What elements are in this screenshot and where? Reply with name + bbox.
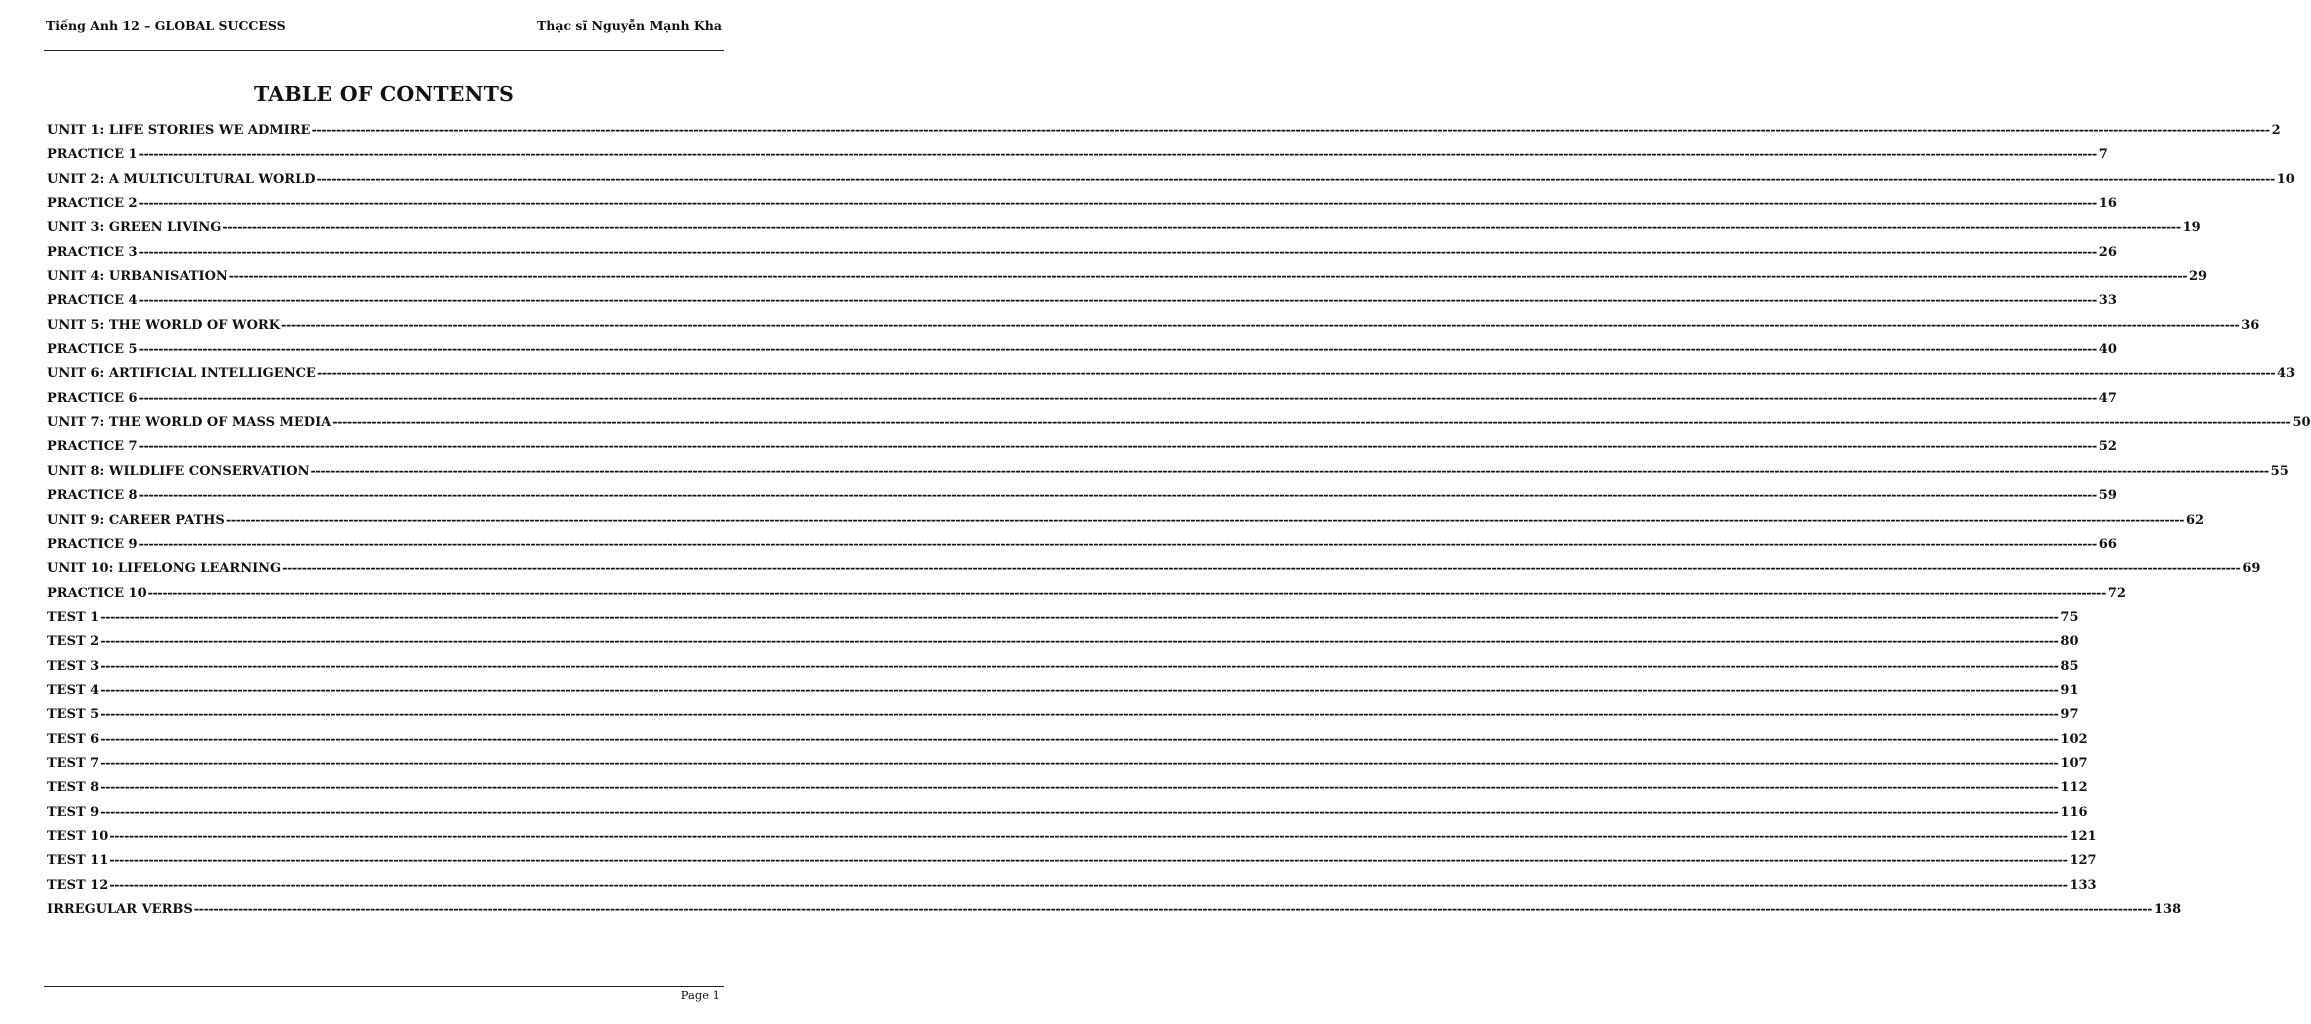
toc-entry-page[interactable]: 47 — [2098, 390, 2117, 406]
toc-entry[interactable] — [47, 634, 2079, 658]
toc-entry-page[interactable]: 72 — [2107, 585, 2126, 601]
toc-entry[interactable] — [47, 220, 2201, 244]
toc-entry-label[interactable]: PRACTICE 3 — [47, 244, 138, 260]
toc-entry-page[interactable]: 33 — [2098, 293, 2117, 309]
toc-entry[interactable] — [47, 585, 2126, 610]
toc-entry[interactable] — [47, 780, 2088, 804]
toc-entry-page[interactable]: 36 — [2241, 317, 2260, 333]
toc-entry-page[interactable]: 29 — [2188, 269, 2208, 285]
toc-entry-label[interactable]: TEST 8 — [47, 780, 100, 796]
toc-entry-label[interactable]: TEST 11 — [47, 853, 109, 869]
header-divider — [44, 50, 724, 51]
toc-dot-leader: ---------------------------------------------------------------------------------------------------------------------------------------------------------------------------------------------------------------------------------------------------------------------------------------------------------------------------------------------------------------------------------------------------------------- — [222, 220, 2181, 236]
toc-dot-leader: ---------------------------------------------------------------------------------------------------------------------------------------------------------------------------------------------------------------------------------------------------------------------------------------------------------------------------------------------------------------------------------------------------------------- — [310, 463, 2269, 479]
toc-entry[interactable] — [47, 269, 2208, 293]
toc-entry-label[interactable]: PRACTICE 9 — [47, 536, 138, 552]
toc-entry-page[interactable]: 91 — [2060, 682, 2079, 698]
toc-entry-label[interactable]: TEST 5 — [47, 707, 100, 723]
toc-entry-page[interactable]: 85 — [2060, 658, 2079, 674]
toc-dot-leader: ---------------------------------------------------------------------------------------------------------------------------------------------------------------------------------------------------------------------------------------------------------------------------------------------------------------------------------------------------------------------------------------------------------------- — [100, 804, 2059, 820]
toc-entry-label[interactable]: UNIT 4: URBANISATION — [47, 269, 228, 285]
toc-dot-leader: ---------------------------------------------------------------------------------------------------------------------------------------------------------------------------------------------------------------------------------------------------------------------------------------------------------------------------------------------------------------------------------------------------------------- — [138, 536, 2097, 552]
toc-entry[interactable] — [47, 244, 2117, 269]
toc-entry-label[interactable]: PRACTICE 6 — [47, 390, 138, 406]
toc-dot-leader: ---------------------------------------------------------------------------------------------------------------------------------------------------------------------------------------------------------------------------------------------------------------------------------------------------------------------------------------------------------------------------------------------------------------- — [138, 293, 2097, 309]
toc-entry[interactable] — [47, 488, 2117, 512]
toc-dot-leader: ---------------------------------------------------------------------------------------------------------------------------------------------------------------------------------------------------------------------------------------------------------------------------------------------------------------------------------------------------------------------------------------------------------------- — [100, 634, 2059, 650]
toc-entry-label[interactable]: PRACTICE 8 — [47, 488, 138, 504]
toc-entry-page[interactable]: 52 — [2098, 439, 2117, 455]
toc-entry-page[interactable]: 16 — [2098, 196, 2117, 212]
toc-entry[interactable] — [47, 804, 2088, 829]
toc-entry[interactable] — [47, 877, 2097, 902]
toc-entry-page[interactable]: 10 — [2276, 171, 2295, 187]
toc-entry[interactable] — [47, 317, 2260, 342]
toc-dot-leader: ---------------------------------------------------------------------------------------------------------------------------------------------------------------------------------------------------------------------------------------------------------------------------------------------------------------------------------------------------------------------------------------------------------------- — [109, 853, 2068, 869]
header-author: Thạc sĩ Nguyễn Mạnh Kha — [536, 18, 722, 33]
toc-entry[interactable] — [47, 755, 2088, 780]
toc-entry-label[interactable]: UNIT 9: CAREER PATHS — [47, 512, 225, 528]
toc-entry-label[interactable]: PRACTICE 10 — [47, 585, 147, 601]
toc-entry-label[interactable]: UNIT 2: A MULTICULTURAL WORLD — [47, 171, 316, 187]
toc-dot-leader: ---------------------------------------------------------------------------------------------------------------------------------------------------------------------------------------------------------------------------------------------------------------------------------------------------------------------------------------------------------------------------------------------------------------- — [100, 658, 2059, 674]
toc-dot-leader: ---------------------------------------------------------------------------------------------------------------------------------------------------------------------------------------------------------------------------------------------------------------------------------------------------------------------------------------------------------------------------------------------------------------- — [193, 902, 2152, 917]
toc-entry-page[interactable]: 121 — [2069, 828, 2097, 844]
toc-entry-page[interactable]: 138 — [2153, 902, 2182, 917]
toc-entry-page[interactable]: 43 — [2277, 366, 2296, 382]
toc-entry-page[interactable]: 40 — [2098, 342, 2117, 358]
toc-entry[interactable] — [47, 609, 2079, 634]
toc-entry[interactable] — [47, 463, 2289, 488]
toc-dot-leader: ---------------------------------------------------------------------------------------------------------------------------------------------------------------------------------------------------------------------------------------------------------------------------------------------------------------------------------------------------------------------------------------------------------------- — [109, 877, 2068, 893]
toc-entry-page[interactable]: 80 — [2060, 634, 2079, 650]
toc-entry-label[interactable]: UNIT 5: THE WORLD OF WORK — [47, 317, 281, 333]
toc-dot-leader: ---------------------------------------------------------------------------------------------------------------------------------------------------------------------------------------------------------------------------------------------------------------------------------------------------------------------------------------------------------------------------------------------------------------- — [138, 196, 2097, 212]
toc-entry-label[interactable]: TEST 1 — [47, 609, 100, 625]
toc-entry[interactable] — [47, 342, 2117, 366]
table-of-contents — [47, 123, 2311, 926]
toc-dot-leader: ---------------------------------------------------------------------------------------------------------------------------------------------------------------------------------------------------------------------------------------------------------------------------------------------------------------------------------------------------------------------------------------------------------------- — [316, 366, 2276, 382]
toc-entry-label[interactable]: TEST 12 — [47, 877, 109, 893]
toc-entry[interactable] — [47, 366, 2296, 390]
toc-entry-page[interactable]: 66 — [2098, 536, 2117, 552]
toc-entry-page[interactable]: 62 — [2186, 512, 2205, 528]
toc-dot-leader: ---------------------------------------------------------------------------------------------------------------------------------------------------------------------------------------------------------------------------------------------------------------------------------------------------------------------------------------------------------------------------------------------------------------- — [225, 512, 2185, 528]
toc-dot-leader: ---------------------------------------------------------------------------------------------------------------------------------------------------------------------------------------------------------------------------------------------------------------------------------------------------------------------------------------------------------------------------------------------------------------- — [100, 755, 2059, 771]
toc-entry-page[interactable]: 69 — [2242, 561, 2261, 577]
toc-entry[interactable] — [47, 123, 2281, 147]
toc-entry-label[interactable]: TEST 4 — [47, 682, 100, 698]
toc-entry-label[interactable]: UNIT 3: GREEN LIVING — [47, 220, 222, 236]
toc-entry-label[interactable]: UNIT 8: WILDLIFE CONSERVATION — [47, 463, 310, 479]
toc-entry-page[interactable]: 55 — [2270, 463, 2289, 479]
toc-entry[interactable] — [47, 707, 2079, 731]
footer-divider — [44, 986, 724, 987]
toc-entry-label[interactable]: UNIT 10: LIFELONG LEARNING — [47, 561, 282, 577]
toc-entry[interactable] — [47, 293, 2117, 317]
toc-dot-leader: ---------------------------------------------------------------------------------------------------------------------------------------------------------------------------------------------------------------------------------------------------------------------------------------------------------------------------------------------------------------------------------------------------------------- — [311, 123, 2270, 138]
toc-entry[interactable] — [47, 415, 2311, 439]
toc-entry-page[interactable]: 50 — [2292, 415, 2311, 431]
toc-entry-page[interactable]: 59 — [2098, 488, 2117, 504]
toc-entry-label[interactable]: PRACTICE 7 — [47, 439, 138, 455]
toc-entry[interactable] — [47, 853, 2097, 877]
toc-entry[interactable] — [47, 439, 2117, 463]
page-header — [46, 18, 722, 33]
toc-dot-leader: ---------------------------------------------------------------------------------------------------------------------------------------------------------------------------------------------------------------------------------------------------------------------------------------------------------------------------------------------------------------------------------------------------------------- — [138, 390, 2097, 406]
toc-dot-leader: ---------------------------------------------------------------------------------------------------------------------------------------------------------------------------------------------------------------------------------------------------------------------------------------------------------------------------------------------------------------------------------------------------------------- — [100, 707, 2059, 723]
toc-entry-page[interactable]: 26 — [2098, 244, 2117, 260]
toc-entry[interactable] — [47, 147, 2108, 171]
toc-entry[interactable] — [47, 731, 2088, 756]
toc-entry-page[interactable]: 97 — [2060, 707, 2079, 723]
toc-entry-page[interactable]: 107 — [2060, 755, 2088, 771]
toc-dot-leader: ---------------------------------------------------------------------------------------------------------------------------------------------------------------------------------------------------------------------------------------------------------------------------------------------------------------------------------------------------------------------------------------------------------------- — [100, 731, 2059, 747]
toc-entry[interactable] — [47, 902, 2182, 926]
toc-entry-page[interactable]: 2 — [2271, 123, 2281, 138]
toc-entry[interactable] — [47, 561, 2261, 585]
toc-dot-leader: ---------------------------------------------------------------------------------------------------------------------------------------------------------------------------------------------------------------------------------------------------------------------------------------------------------------------------------------------------------------------------------------------------------------- — [138, 244, 2097, 260]
toc-entry[interactable] — [47, 658, 2079, 683]
toc-entry-label[interactable]: TEST 2 — [47, 634, 100, 650]
toc-entry[interactable] — [47, 390, 2117, 415]
toc-entry-label[interactable]: TEST 6 — [47, 731, 100, 747]
toc-entry-page[interactable]: 7 — [2098, 147, 2108, 163]
toc-entry-label[interactable]: IRREGULAR VERBS — [47, 902, 193, 917]
page-number: Page 1 — [680, 988, 720, 1002]
toc-dot-leader: ---------------------------------------------------------------------------------------------------------------------------------------------------------------------------------------------------------------------------------------------------------------------------------------------------------------------------------------------------------------------------------------------------------------- — [281, 317, 2240, 333]
toc-entry[interactable] — [47, 536, 2117, 561]
toc-dot-leader: ---------------------------------------------------------------------------------------------------------------------------------------------------------------------------------------------------------------------------------------------------------------------------------------------------------------------------------------------------------------------------------------------------------------- — [138, 439, 2097, 455]
toc-entry-page[interactable]: 19 — [2182, 220, 2201, 236]
toc-dot-leader: ---------------------------------------------------------------------------------------------------------------------------------------------------------------------------------------------------------------------------------------------------------------------------------------------------------------------------------------------------------------------------------------------------------------- — [332, 415, 2291, 431]
toc-entry-label[interactable]: TEST 9 — [47, 804, 100, 820]
toc-dot-leader: ---------------------------------------------------------------------------------------------------------------------------------------------------------------------------------------------------------------------------------------------------------------------------------------------------------------------------------------------------------------------------------------------------------------- — [100, 780, 2059, 796]
toc-entry-page[interactable]: 112 — [2060, 780, 2088, 796]
toc-dot-leader: ---------------------------------------------------------------------------------------------------------------------------------------------------------------------------------------------------------------------------------------------------------------------------------------------------------------------------------------------------------------------------------------------------------------- — [228, 269, 2187, 285]
toc-entry[interactable] — [47, 171, 2295, 196]
toc-entry-page[interactable]: 127 — [2069, 853, 2097, 869]
toc-entry-label[interactable]: PRACTICE 2 — [47, 196, 138, 212]
header-book-title: Tiếng Anh 12 – GLOBAL SUCCESS — [46, 18, 286, 33]
toc-entry-page[interactable]: 102 — [2060, 731, 2088, 747]
toc-dot-leader: ---------------------------------------------------------------------------------------------------------------------------------------------------------------------------------------------------------------------------------------------------------------------------------------------------------------------------------------------------------------------------------------------------------------- — [147, 585, 2106, 601]
toc-entry-label[interactable]: UNIT 6: ARTIFICIAL INTELLIGENCE — [47, 366, 316, 382]
toc-entry-label[interactable]: UNIT 7: THE WORLD OF MASS MEDIA — [47, 415, 332, 431]
toc-entry-page[interactable]: 133 — [2069, 877, 2097, 893]
toc-entry[interactable] — [47, 196, 2117, 220]
toc-entry-label[interactable]: TEST 3 — [47, 658, 100, 674]
toc-entry-label[interactable]: UNIT 1: LIFE STORIES WE ADMIRE — [47, 123, 311, 138]
toc-entry-label[interactable]: PRACTICE 4 — [47, 293, 138, 309]
toc-entry[interactable] — [47, 512, 2205, 537]
toc-entry-label[interactable]: PRACTICE 1 — [47, 147, 138, 163]
toc-dot-leader: ---------------------------------------------------------------------------------------------------------------------------------------------------------------------------------------------------------------------------------------------------------------------------------------------------------------------------------------------------------------------------------------------------------------- — [109, 828, 2068, 844]
toc-dot-leader: ---------------------------------------------------------------------------------------------------------------------------------------------------------------------------------------------------------------------------------------------------------------------------------------------------------------------------------------------------------------------------------------------------------------- — [138, 342, 2097, 358]
toc-dot-leader: ---------------------------------------------------------------------------------------------------------------------------------------------------------------------------------------------------------------------------------------------------------------------------------------------------------------------------------------------------------------------------------------------------------------- — [282, 561, 2241, 577]
toc-entry-page[interactable]: 75 — [2060, 609, 2079, 625]
toc-dot-leader: ---------------------------------------------------------------------------------------------------------------------------------------------------------------------------------------------------------------------------------------------------------------------------------------------------------------------------------------------------------------------------------------------------------------- — [316, 171, 2275, 187]
toc-dot-leader: ---------------------------------------------------------------------------------------------------------------------------------------------------------------------------------------------------------------------------------------------------------------------------------------------------------------------------------------------------------------------------------------------------------------- — [100, 609, 2059, 625]
toc-dot-leader: ---------------------------------------------------------------------------------------------------------------------------------------------------------------------------------------------------------------------------------------------------------------------------------------------------------------------------------------------------------------------------------------------------------------- — [100, 682, 2059, 698]
toc-dot-leader: ---------------------------------------------------------------------------------------------------------------------------------------------------------------------------------------------------------------------------------------------------------------------------------------------------------------------------------------------------------------------------------------------------------------- — [138, 488, 2097, 504]
toc-entry-label[interactable]: TEST 7 — [47, 755, 100, 771]
toc-entry[interactable] — [47, 828, 2097, 853]
toc-dot-leader: ---------------------------------------------------------------------------------------------------------------------------------------------------------------------------------------------------------------------------------------------------------------------------------------------------------------------------------------------------------------------------------------------------------------- — [138, 147, 2097, 163]
toc-entry-page[interactable]: 116 — [2060, 804, 2088, 820]
toc-entry-label[interactable]: TEST 10 — [47, 828, 109, 844]
toc-entry-label[interactable]: PRACTICE 5 — [47, 342, 138, 358]
toc-entry[interactable] — [47, 682, 2079, 707]
page-title: TABLE OF CONTENTS — [253, 82, 515, 106]
